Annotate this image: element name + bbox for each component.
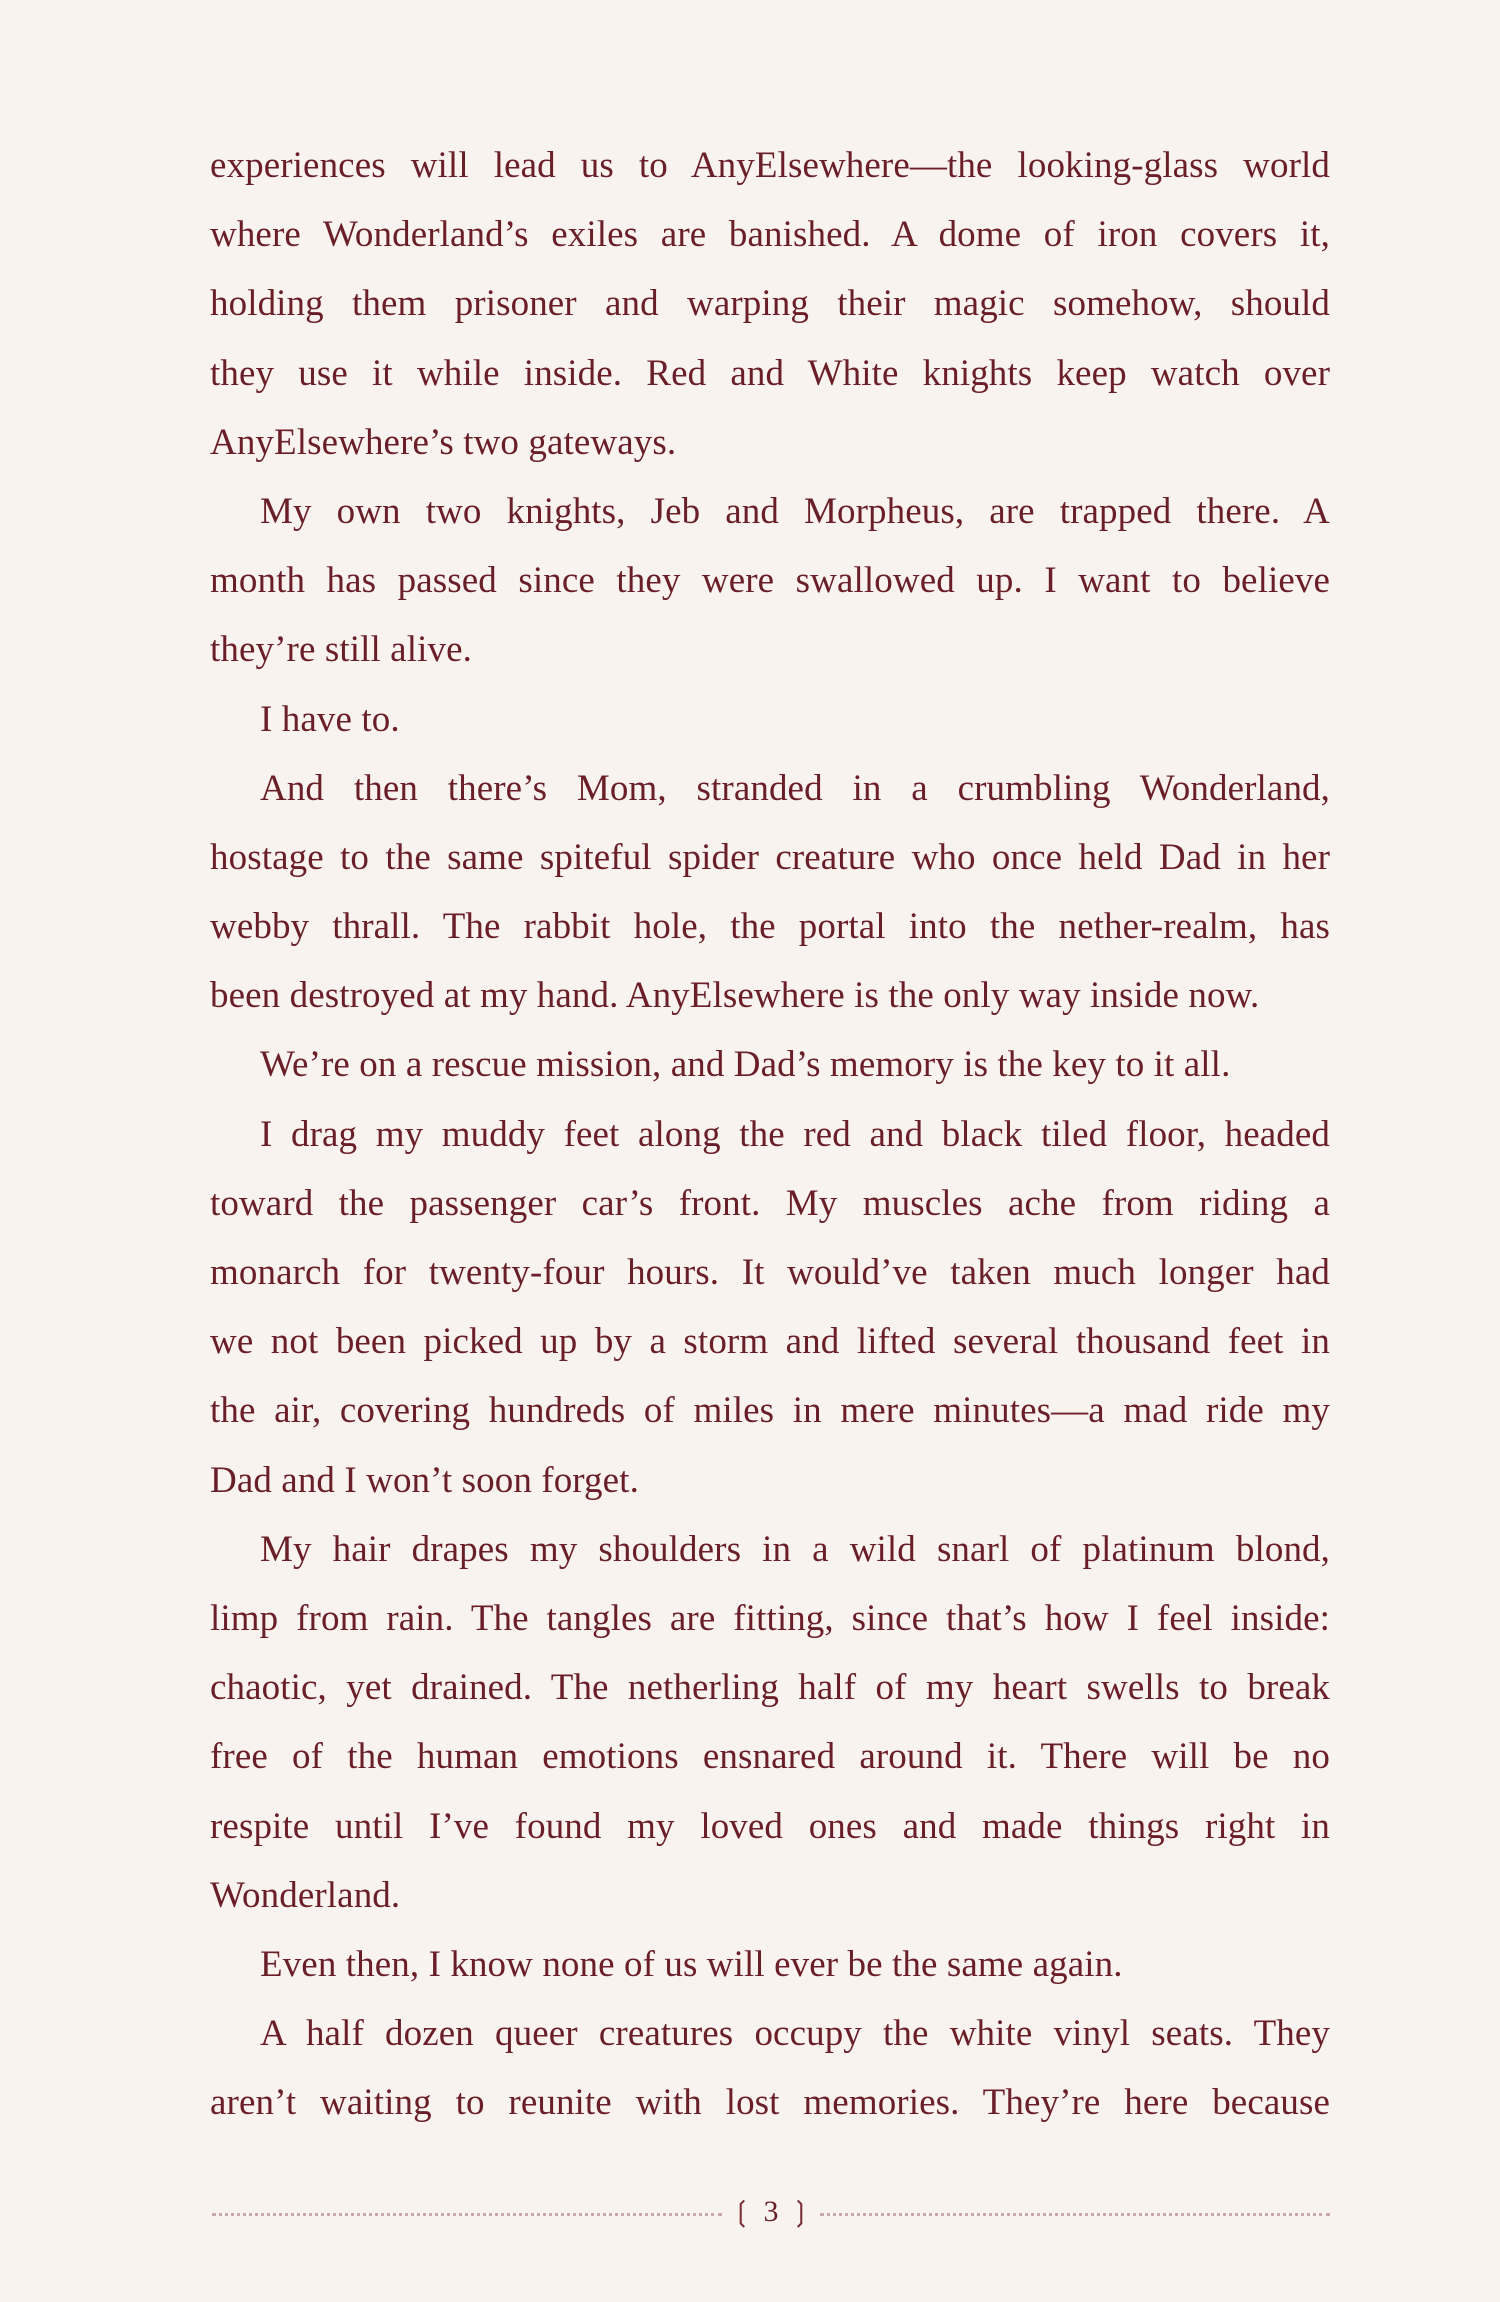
text-line: And then there’s Mom, stranded in a crumbling Wonderland, (260, 767, 1330, 809)
folio (722, 2195, 820, 2229)
text-line: A half dozen queer creatures occupy the white vinyl seats. They (260, 2013, 1330, 2055)
dotted-rule-right (820, 2213, 1330, 2216)
dotted-rule-left (212, 2213, 722, 2216)
text-line: been destroyed at my hand. AnyElsewhere is the only way inside now. (210, 975, 1260, 1017)
body-text (210, 136, 1330, 2142)
text-line: toward the passenger car’s front. My muscles ache from riding a (210, 1182, 1330, 1224)
text-line: monarch for twenty-four hours. It would’ve taken much longer had (210, 1252, 1330, 1293)
text-line: chaotic, yet drained. The netherling half of my heart swells to break (210, 1667, 1330, 1709)
text-line: the air, covering hundreds of miles in mere minutes—a mad ride my (210, 1390, 1330, 1432)
text-line: Even then, I know none of us will ever be the same again. (260, 1943, 1123, 1985)
text-line: My own two knights, Jeb and Morpheus, are trapped there. A (260, 490, 1330, 532)
text-line: free of the human emotions ensnared around it. There will be no (210, 1736, 1330, 1778)
text-line: they use it while inside. Red and White knights keep watch over (210, 352, 1330, 394)
text-line: I drag my muddy feet along the red and black tiled floor, headed (260, 1113, 1330, 1155)
text-line: limp from rain. The tangles are fitting, since that’s how I feel inside: (210, 1597, 1330, 1639)
text-line: webby thrall. The rabbit hole, the portal into the nether-realm, has (210, 906, 1330, 948)
text-line: month has passed since they were swallowed up. I want to believe (210, 560, 1330, 602)
right-ornament-icon: ❳ (788, 2197, 812, 2228)
text-line: holding them prisoner and warping their magic somehow, should (210, 283, 1330, 325)
text-line: We’re on a rescue mission, and Dad’s memory is the key to it all. (260, 1044, 1231, 1086)
text-line: Dad and I won’t soon forget. (210, 1459, 639, 1501)
text-line: Wonderland. (210, 1874, 401, 1916)
page-footer (212, 2192, 1330, 2232)
text-line: they’re still alive. (210, 629, 472, 671)
text-line: where Wonderland’s exiles are banished. A dome of iron covers it, (210, 214, 1330, 256)
page-number: 3 (763, 2195, 779, 2228)
text-line: we not been picked up by a storm and lifted several thousand feet in (210, 1321, 1330, 1363)
text-line: aren’t waiting to reunite with lost memories. They’re here because (210, 2082, 1330, 2124)
text-line: My hair drapes my shoulders in a wild snarl of platinum blond, (260, 1528, 1330, 1570)
left-ornament-icon: ❲ (730, 2197, 754, 2228)
text-line: AnyElsewhere’s two gateways. (210, 421, 677, 463)
text-line: I have to. (260, 698, 400, 740)
text-line: experiences will lead us to AnyElsewhere—the looking-glass world (210, 145, 1330, 186)
text-line: respite until I’ve found my loved ones and made things right in (210, 1805, 1330, 1847)
text-line: hostage to the same spiteful spider creature who once held Dad in her (210, 836, 1330, 878)
